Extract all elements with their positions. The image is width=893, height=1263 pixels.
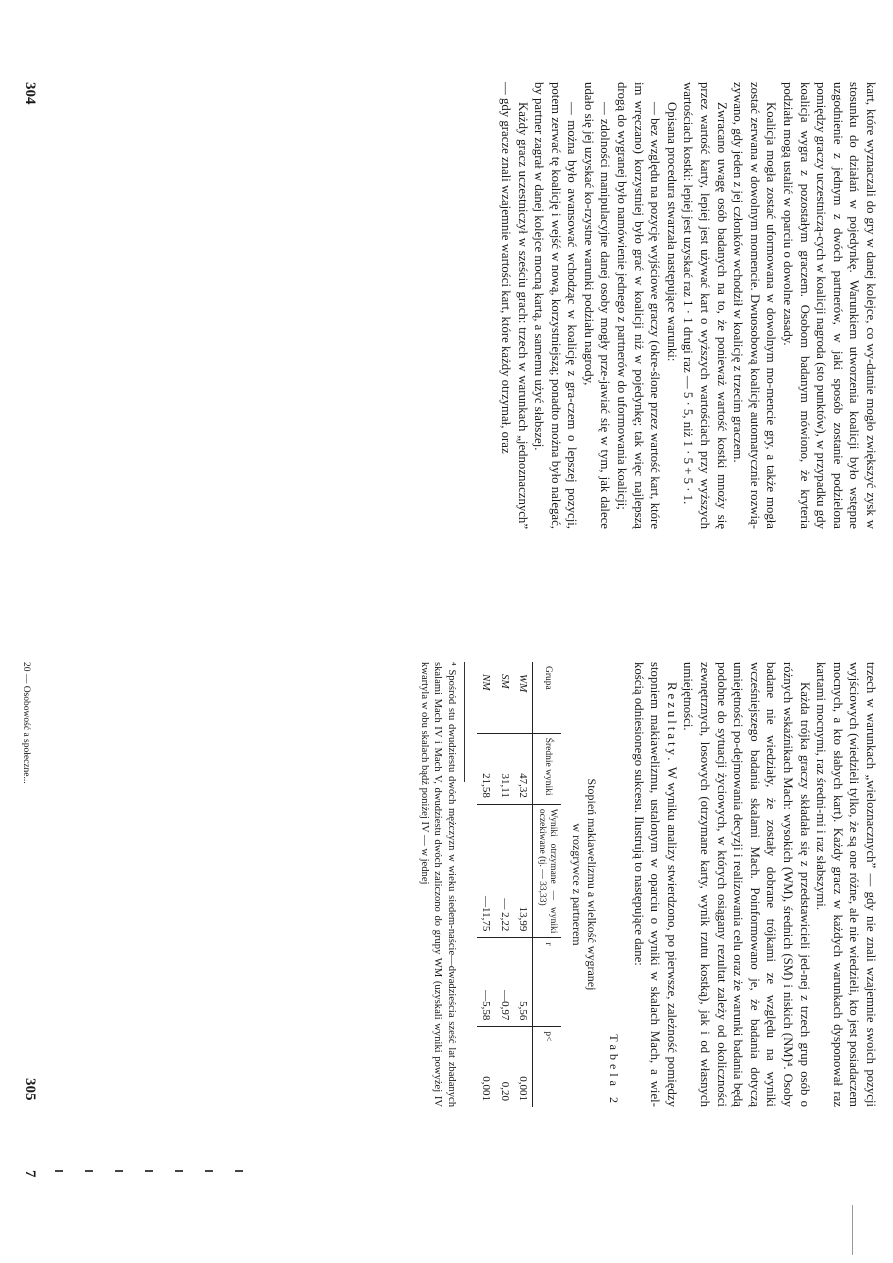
left-paragraph: Opisana procedura stwarzała następujące warunki:	[664, 102, 679, 362]
table-header-group: Grupa	[533, 662, 562, 733]
table-cell: 0,001	[480, 1076, 493, 1101]
results-text: W wyniku analizy stwierdzono, po pierwsze, zależność pomiędzy stopniem makiawelizmu, ustalonym w oparciu o wyniki w skalach Mach, a wiel-kością odniesionego sukcesu. Ilustrują to następujące dane:	[631, 662, 679, 1107]
results-heading: Rezultaty.	[664, 682, 679, 764]
table-cell: —11,75	[477, 804, 496, 938]
table-row	[477, 662, 496, 1107]
left-page-text	[497, 82, 879, 529]
table-row	[495, 662, 514, 1107]
table-title-line-1: Stopień makiawelizmu a wielkość wygranej	[585, 778, 600, 991]
table-cell: — 2,22	[495, 804, 514, 938]
results-table	[477, 662, 562, 1107]
table-cell: —5,58	[477, 938, 496, 1027]
edge-tick	[235, 1170, 243, 1172]
table-cell: 47,32	[514, 733, 533, 804]
footnote-rule	[464, 662, 465, 782]
edge-tick	[85, 1170, 93, 1172]
left-paragraph: Koalicja mogła zostać uformowana w dowolnym mo-mencie gry, a także mogła zostać zerwana w dowolnym momencie. Dwuosobową koalicję automatycznie rozwią-zywano, gdy jeden z jej członków wchodził w koalicję z trzecim graczem.	[731, 82, 779, 529]
left-paragraph: — bez względu na pozycję wyjściowe graczy (okre-ślone przez wartość kart, które im wręczano) korzystniej było grać w koalicji niż w pojedynkę; tak więc najlepszą drogą do wygranej było namówienie jednego z partnerów do uformowania koalicji;	[615, 82, 663, 529]
left-paragraph: Zwracano uwagę osób badanych na to, że ponieważ wartość kostki mnoży się przez wartość karty, lepiej jest używać kart o wyższych wartościach przy wyższych wartościach kostki: lepiej jest uzyskać raz 1 · 1 drugi raz — 5 · 5, niż 1 · 5 + 5 · 1.	[681, 82, 729, 529]
printer-signature: 20 — Osobowość a społeczne...	[21, 662, 31, 784]
right-paragraph: trzech w warunkach „wieloznacznych” — gdy nie znali wzajemnie swoich pozycji wyjściowych (wiedzieli tylko, że są one różne, ale nie wiedzieli, kto jest posiadaczem mocnych, a kto słabych kart). Każdy gracz w każdych warunkach dysponował raz kartami mocnymi, raz średni-mi i raz słabszymi.	[814, 662, 878, 1107]
table-body	[477, 662, 533, 1107]
results-paragraph	[630, 662, 680, 1107]
edge-tick	[145, 1170, 153, 1172]
left-page-number: 304	[22, 82, 38, 105]
right-page-number: 305	[22, 1078, 38, 1101]
table-cell: 5,56	[514, 938, 533, 1027]
table-title-line-2: w rozgrywce z partnerem	[570, 823, 585, 946]
table-header-diff: Wyniki otrzymane — wyniki oczekiwane (tj. — 33,33)	[533, 804, 562, 938]
table-title	[570, 662, 600, 1107]
left-paragraph: kart, które wyznaczali do gry w danej kolejce, co wy-datnie mogło zwiększyć zysk w stosunku do działań w pojedynkę. Warunkiem utworzenia koalicji było wstępne uzgodnienie z jednym z dwóch partnerów, w jaki sposób zostanie podzielona pomiędzy graczy uczestniczą-cych w koalicji nagroda (sto punktów), w przypadku gdy koalicja wygra z pozostałym graczem. Osobom badanym mówiono, że kryteria podziału mogą ustalić w oparciu o dowolne zasady.	[781, 82, 878, 529]
right-page-text	[417, 662, 879, 1107]
table-cell: 21,58	[477, 733, 496, 804]
table-cell: NM	[477, 662, 496, 733]
edge-tick	[115, 1170, 123, 1172]
scan-edge-line	[852, 1205, 853, 1255]
table-cell: SM	[495, 662, 514, 733]
right-paragraph: Każda trójka graczy składała się z przedstawicieli jed-nej z trzech grup osób o różnych wskaźnikach Mach: wysokich (WM), średnich (SM) i niskich (NM)⁴. Osoby badane nie wiedziały, że zostały dobrane trójkami ze względu na wyniki wcześniejszego badania skalami Mach. Poinformowano je, że badania dotyczą umiejętności po-dejmowania decyzji i realizowania celu oraz że warunki badania będą podobne do sytuacji życiowych, w których osiągany rezultat zależy od okoliczności zewnętrznych, losowych (otrzymane karty, wynik rzutu kostką), jak i od własnych umiejętności.	[681, 662, 812, 1107]
table-cell: 0,20	[498, 1081, 511, 1101]
left-paragraph: — zdolności manipulacyjne danej osoby mogły prze-jawiać się w tym, jak dalece udało się jej uzyskać ko-rzystne warunki podziału nagrody,	[581, 82, 613, 529]
edge-tick	[205, 1170, 213, 1172]
left-paragraph: — można było awansować wchodząc w koalicję z gra-czem o lepszej pozycji, potem zerwać tę koalicję i wejść w nową, korzystniejszą; ponadto można było nalegać, by partner zagrał w danej kolejce mocną kartą, a samemu użyć słabszej.	[532, 82, 580, 529]
right-page	[0, 640, 893, 1263]
table-cell: 31,11	[495, 733, 514, 804]
table-cell: WM	[514, 662, 533, 733]
table-cell: 0,001	[517, 1076, 530, 1101]
margin-mark: 7	[22, 1170, 38, 1178]
right-page-paragraphs	[680, 662, 879, 1107]
table-label: Tabela 2	[607, 1034, 622, 1107]
table-header-row	[533, 662, 562, 1107]
table-header-r: r	[533, 938, 562, 1027]
table-header-mean: Średnie wyniki	[533, 733, 562, 804]
table-cell: 13,99	[514, 804, 533, 938]
left-paragraph: Każdy gracz uczestniczył w sześciu grach: trzech w warunkach „jednoznacznych” — gdy gracze znali wzajemnie wartości kart, które każdy otrzymał, oraz	[498, 82, 530, 529]
table-cell: —0,97	[495, 938, 514, 1027]
edge-tick	[55, 1170, 63, 1172]
table-row	[514, 662, 533, 1107]
table-header-p: p<	[533, 1027, 562, 1107]
footnote: ⁴ Spośród stu dwudziestu dwóch mężczyzn w wieku siedem-naście—dwadzieścia sześć lat zbadanych skalami Mach IV i Mach V, dwudziestu dwóch zaliczono do grupy WM (uzyskali wyniki powyżej IV kwartyla w obu skalach bądź poniżej IV — w jednej	[418, 662, 457, 1107]
edge-tick	[175, 1170, 183, 1172]
